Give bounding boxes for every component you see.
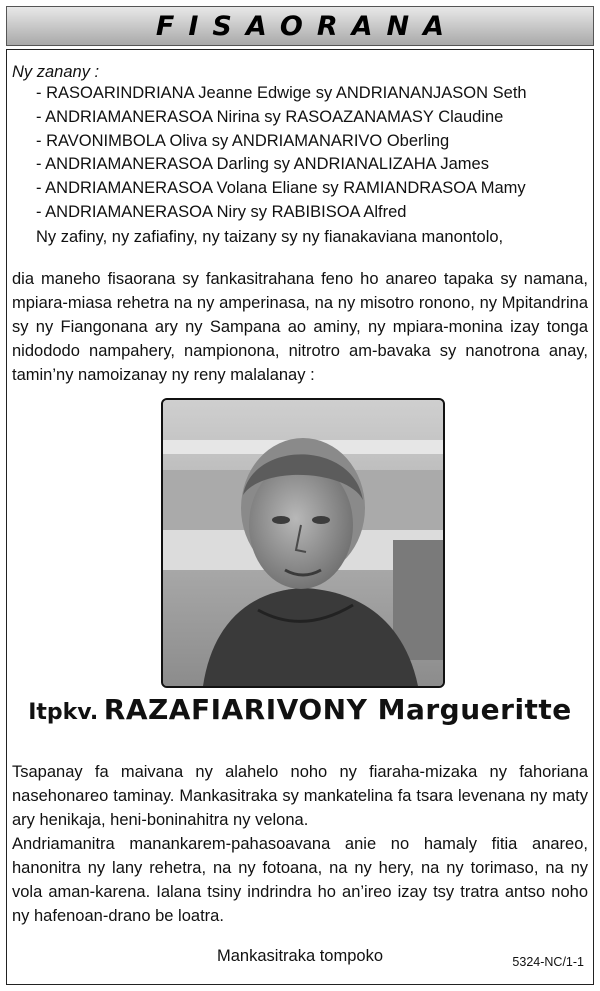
deceased-name: RAZAFIARIVONY Margueritte (103, 693, 572, 726)
thanks-paragraph: dia maneho fisaorana sy fankasitrahana feno ho anareo tapaka sy namana, mpiara-miasa rehetra na ny amperinasa, na ny misotro ronono, ny Mpitandrina sy ny Fiangonana ary ny Sampana ao aminy, ny mpiara-monina izay tonga nidododo nampahery, nampionona, nitrotro am-bavaka sy nanotrona anay, tamin’ny namoizanay ny reny malalanay : (12, 270, 588, 384)
message-paragraph: Tsapanay fa maivana ny alahelo noho ny fiaraha-mizaka ny fahoriana nasehonareo taminay. Mankasitraka sy mankatelina fa tsara levenana ny maty ary henikaja, heni-boninahitra ny velona. (12, 763, 588, 829)
reference-code: 5324-NC/1-1 (512, 955, 584, 969)
list-item: - RASOARINDRIANA Jeanne Edwige sy ANDRIANANJASON Seth (36, 84, 527, 102)
closing-text: Mankasitraka tompoko (217, 947, 383, 965)
portrait-photo (161, 398, 445, 688)
list-item: - ANDRIAMANERASOA Darling sy ANDRIANALIZAHA James (36, 155, 489, 174)
list-item: - ANDRIAMANERASOA Nirina sy RASOAZANAMASY Claudine (36, 107, 504, 126)
page-title: FISAORANA (155, 10, 459, 42)
deceased-name-line (0, 693, 600, 726)
message-paragraph: Andriamanitra manankarem-pahasoavana anie no hamaly fitia anareo, hanonitra ny lany rehetra, na ny fotoana, na ny hery, na ny torimaso, na ny vola aman-karena. Ialana tsiny indrindra ho an’ireo izay tsy tratra antso noho ny hafenoan-drano be loatra. (12, 835, 588, 925)
list-item: - ANDRIAMANERASOA Volana Eliane sy RAMIANDRASOA Mamy (36, 179, 526, 198)
deceased-title: Itpkv. (28, 700, 99, 725)
message-body (12, 760, 588, 928)
list-item: - ANDRIAMANERASOA Niry sy RABIBISOA Alfred (36, 202, 407, 221)
relatives-line: Ny zafiny, ny zafiafiny, ny taizany sy ny fianakaviana manontolo, (36, 228, 504, 246)
children-list (36, 82, 527, 225)
intro-label: Ny zanany : (12, 63, 100, 81)
list-item: - RAVONIMBOLA Oliva sy ANDRIAMANARIVO Oberling (36, 131, 450, 150)
header-banner (6, 6, 594, 46)
portrait-image (163, 400, 443, 686)
